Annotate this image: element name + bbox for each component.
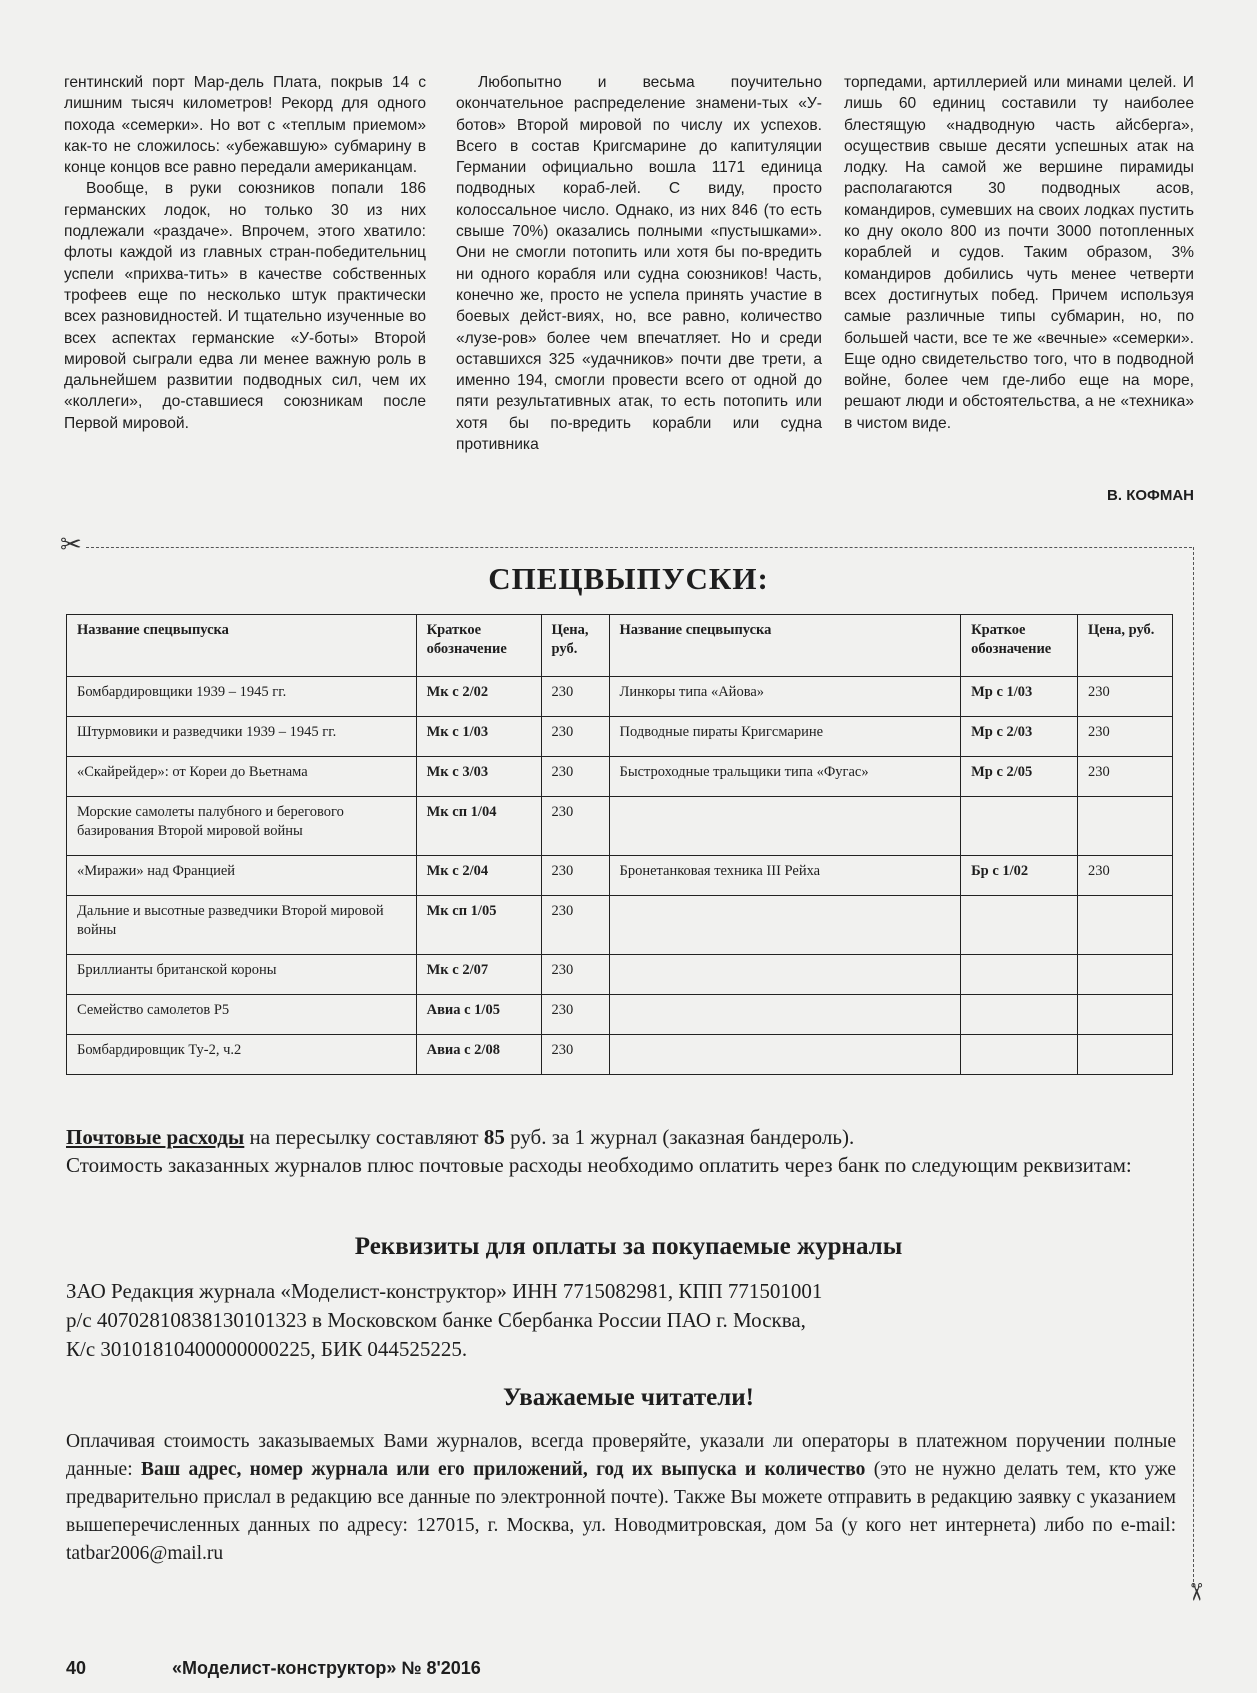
readers-required-data: Ваш адрес, номер журнала или его приложений, год их выпуска и количество (140, 1459, 866, 1480)
article-column-3 (844, 72, 1194, 434)
issue-price (1078, 995, 1173, 1035)
issue-price (1078, 797, 1173, 856)
cut-line-vertical (1193, 547, 1194, 1587)
paragraph: гентинский порт Мар-дель Плата, покрыв 14 с лишним тысяч километров! Рекорд для одного похода «семерки». Но вот с «теплым приемом» как-то не сложилось: «убежавшую» субмарину в конце концов все равно передали американцам. (64, 74, 426, 177)
page-footer (66, 1658, 481, 1679)
issue-price: 230 (541, 797, 609, 856)
issue-price: 230 (541, 757, 609, 797)
issue-price: 230 (541, 856, 609, 896)
issue-name (609, 896, 961, 955)
issue-price (1078, 896, 1173, 955)
issue-name: «Миражи» над Францией (67, 856, 417, 896)
scissors-icon: ✂ (60, 530, 82, 560)
specials-table (66, 614, 1173, 1075)
issue-code: Бр с 1/02 (961, 856, 1078, 896)
specials-title: СПЕЦВЫПУСКИ: (488, 561, 769, 596)
issue-name (609, 1035, 961, 1075)
paragraph: Вообще, в руки союзников попали 186 германских лодок, но только 30 из них подлежали «раздаче». Впрочем, этого хватило: флоты каждой из главных стран-победительниц успели «прихва-тить» в качестве собственных трофеев еще по несколько штук практически всех разновидностей. И тщательно изученные во всех аспектах германские «У-боты» Второй мировой сыграли едва ли менее важную роль в дальнейшем развитии подводных сил, чем их «коллеги», до-ставшиеся союзникам после Первой мировой. (64, 180, 426, 432)
issue-name: Морские самолеты палубного и берегового базирования Второй мировой войны (67, 797, 417, 856)
issue-name: Бронетанковая техника III Рейха (609, 856, 961, 896)
issue-code: Мк с 2/04 (416, 856, 541, 896)
readers-text (66, 1428, 1176, 1568)
issue-name: Бриллианты британской короны (67, 955, 417, 995)
issue-name: Дальние и высотные разведчики Второй мировой войны (67, 896, 417, 955)
issue-name: Линкоры типа «Айова» (609, 677, 961, 717)
table-row (67, 677, 1173, 717)
issue-code: Мр с 2/05 (961, 757, 1078, 797)
postal-text: на пересылку составляют (244, 1125, 484, 1149)
issue-price (1078, 1035, 1173, 1075)
table-header-row (67, 615, 1173, 677)
issue-price: 230 (1078, 856, 1173, 896)
column-header: Название спецвыпуска (609, 615, 961, 677)
issue-price: 230 (1078, 757, 1173, 797)
paragraph: торпедами, артиллерией или минами целей. И лишь 60 единиц составили ту наиболее блестящую «надводную часть айсберга», осуществив свыше десяти успешных атак на лодку. На самой же вершине пирамиды располагаются 30 подводных асов, командиров, сумевших на своих лодках пустить ко дну около 800 из почти 3000 потопленных кораблей и судов. Таким образом, 3% командиров добились чуть менее четверти всех достигнутых побед. Причем используя самые различные типы субмарин, но, по большей части, все те же «вечные» «семерки». Еще одно свидетельство того, что в подводной войне, более чем где-либо еще на море, решают люди и обстоятельства, а не «техника» в чистом виде. (844, 74, 1194, 432)
cut-line (86, 547, 1192, 548)
article-column-2 (456, 72, 822, 455)
issue-price: 230 (541, 677, 609, 717)
requisites-line: ЗАО Редакция журнала «Моделист-конструктор» ИНН 7715082981, КПП 771501001 (66, 1279, 823, 1303)
issue-code: Мк сп 1/04 (416, 797, 541, 856)
article-column-1 (64, 72, 426, 434)
column-header: Название спецвыпуска (67, 615, 417, 677)
requisites-line: р/с 40702810838130101323 в Московском банке Сбербанка России ПАО г. Москва, (66, 1308, 806, 1332)
table-row (67, 995, 1173, 1035)
readers-text-part: Оплачивая стоимость заказываемых Вами журналов, всегда проверяйте, указали ли операторы в платежном поручении полные данные: (66, 1431, 1176, 1480)
issue-price: 230 (541, 717, 609, 757)
postal-payment-note: Стоимость заказанных журналов плюс почтовые расходы необходимо оплатить через банк по следующим реквизитам: (66, 1153, 1132, 1177)
requisites-line: К/с 30101810400000000225, БИК 044525225. (66, 1337, 468, 1361)
issue-name (609, 797, 961, 856)
issue-price: 230 (541, 896, 609, 955)
issue-name: Штурмовики и разведчики 1939 – 1945 гг. (67, 717, 417, 757)
issue-code (961, 797, 1078, 856)
magazine-issue: «Моделист-конструктор» № 8'2016 (172, 1658, 481, 1678)
article-columns (64, 72, 1194, 508)
table-row (67, 757, 1173, 797)
column-header: Цена, руб. (541, 615, 609, 677)
paragraph: Любопытно и весьма поучительно окончательное распределение знамени-тых «У-ботов» Второй мировой по числу их успехов. Всего в состав Кригсмарине до капитуляции Германии официально вошла 1171 единица подводных кораб-лей. С виду, просто колоссальное число. Однако, из них 846 (то есть свыше 70%) оказались полными «пустышками». Они не смогли потопить или хотя бы по-вредить ни одного корабля или судна союзников! Часть, конечно же, просто не успела принять участие в боевых дейст-виях, но, все равно, количество «лузе-ров» более чем впечатляет. Но и среди оставшихся 325 «удачников» почти две трети, а именно 194, смогли провести всего от одной до пяти результативных атак, то есть потопить или хотя бы по-вредить корабли или судна противника (456, 74, 822, 454)
table-row (67, 896, 1173, 955)
table-row (67, 797, 1173, 856)
issue-code (961, 896, 1078, 955)
readers-text-part: (это не нужно делать тем, кто уже предварительно прислал в редакцию все данные по электронной почте). Также Вы можете отправить в редакцию заявку с указанием вышеперечисленных данных по адресу: 127015, г. Москва, ул. Новодмитровская, дом 5а (у кого нет интернета) либо по e-mail: tatbar2006@mail.ru (66, 1459, 1177, 1564)
table-row (67, 1035, 1173, 1075)
requisites-title: Реквизиты для оплаты за покупаемые журналы (354, 1233, 903, 1260)
issue-name (609, 955, 961, 995)
issue-price: 230 (541, 995, 609, 1035)
issue-price: 230 (541, 955, 609, 995)
issue-name: Бомбардировщики 1939 – 1945 гг. (67, 677, 417, 717)
postal-label: Почтовые расходы (66, 1125, 245, 1149)
issue-name: Семейство самолетов Р5 (67, 995, 417, 1035)
postal-amount: 85 (483, 1125, 505, 1149)
postal-costs (66, 1123, 1176, 1179)
page-number: 40 (66, 1658, 87, 1678)
issue-code: Мк с 3/03 (416, 757, 541, 797)
issue-code (961, 1035, 1078, 1075)
issue-code: Авиа с 1/05 (416, 995, 541, 1035)
issue-code (961, 995, 1078, 1035)
issue-price: 230 (1078, 717, 1173, 757)
issue-code: Мк с 1/03 (416, 717, 541, 757)
issue-name: Быстроходные тральщики типа «Фугас» (609, 757, 961, 797)
issue-code: Мк с 2/07 (416, 955, 541, 995)
issue-name: «Скайрейдер»: от Кореи до Вьетнама (67, 757, 417, 797)
issue-price (1078, 955, 1173, 995)
issue-code: Мр с 2/03 (961, 717, 1078, 757)
issue-code (961, 955, 1078, 995)
table-row (67, 856, 1173, 896)
column-header: Краткое обозначение (961, 615, 1078, 677)
scissors-icon: ✂ (1182, 1581, 1211, 1603)
issue-code: Авиа с 2/08 (416, 1035, 541, 1075)
issue-code: Мк сп 1/05 (416, 896, 541, 955)
issue-price: 230 (541, 1035, 609, 1075)
issue-name: Подводные пираты Кригсмарине (609, 717, 961, 757)
issue-code: Мр с 1/03 (961, 677, 1078, 717)
issue-name (609, 995, 961, 1035)
requisites-text (66, 1277, 1176, 1364)
table-row (67, 955, 1173, 995)
readers-title: Уважаемые читатели! (503, 1384, 754, 1411)
article-author: В. КОФМАН (1107, 487, 1194, 504)
issue-price: 230 (1078, 677, 1173, 717)
column-header: Цена, руб. (1078, 615, 1173, 677)
table-row (67, 717, 1173, 757)
issue-code: Мк с 2/02 (416, 677, 541, 717)
issue-name: Бомбардировщик Ту-2, ч.2 (67, 1035, 417, 1075)
postal-text: руб. за 1 журнал (заказная бандероль). (504, 1125, 855, 1149)
column-header: Краткое обозначение (416, 615, 541, 677)
